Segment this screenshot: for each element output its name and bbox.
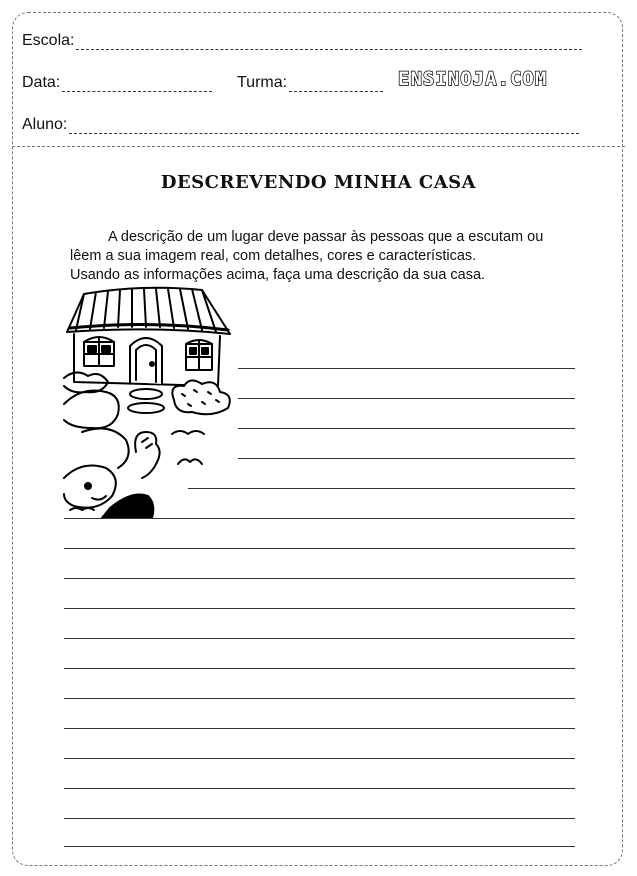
- writing-line[interactable]: [64, 638, 575, 639]
- house-and-child-icon: [62, 282, 237, 522]
- writing-line[interactable]: [64, 818, 575, 819]
- student-label: Aluno:: [22, 116, 68, 133]
- date-line[interactable]: [62, 77, 212, 92]
- writing-line[interactable]: [64, 758, 575, 759]
- brand-logo: ENSINOJA.COM: [398, 68, 548, 90]
- instruction-line: lêem a sua imagem real, com detalhes, cores e características.: [70, 248, 477, 264]
- writing-line[interactable]: [64, 846, 575, 847]
- class-field[interactable]: [237, 74, 383, 92]
- school-line[interactable]: [76, 35, 582, 50]
- writing-line[interactable]: [64, 608, 575, 609]
- writing-line[interactable]: [64, 668, 575, 669]
- writing-line[interactable]: [64, 518, 575, 519]
- writing-line[interactable]: [64, 788, 575, 789]
- writing-line[interactable]: [238, 398, 575, 399]
- writing-line[interactable]: [238, 368, 575, 369]
- student-field[interactable]: [22, 116, 579, 134]
- writing-line[interactable]: [238, 428, 575, 429]
- writing-line[interactable]: [238, 458, 575, 459]
- date-field[interactable]: [22, 74, 212, 92]
- student-line[interactable]: [69, 119, 579, 134]
- writing-line[interactable]: [188, 488, 575, 489]
- writing-line[interactable]: [64, 578, 575, 579]
- class-line[interactable]: [289, 77, 383, 92]
- school-label: Escola:: [22, 32, 75, 49]
- school-field[interactable]: [22, 32, 582, 50]
- date-label: Data:: [22, 74, 61, 91]
- header-divider: [12, 146, 625, 147]
- class-label: Turma:: [237, 74, 288, 91]
- writing-line[interactable]: [64, 728, 575, 729]
- worksheet-title: DESCREVENDO MINHA CASA: [160, 172, 477, 193]
- instruction-line: Usando as informações acima, faça uma descrição da sua casa.: [70, 267, 486, 283]
- writing-line[interactable]: [64, 548, 575, 549]
- instruction-line: A descrição de um lugar deve passar às pessoas que a escutam ou: [108, 229, 544, 245]
- instructions: [70, 228, 590, 285]
- writing-line[interactable]: [64, 698, 575, 699]
